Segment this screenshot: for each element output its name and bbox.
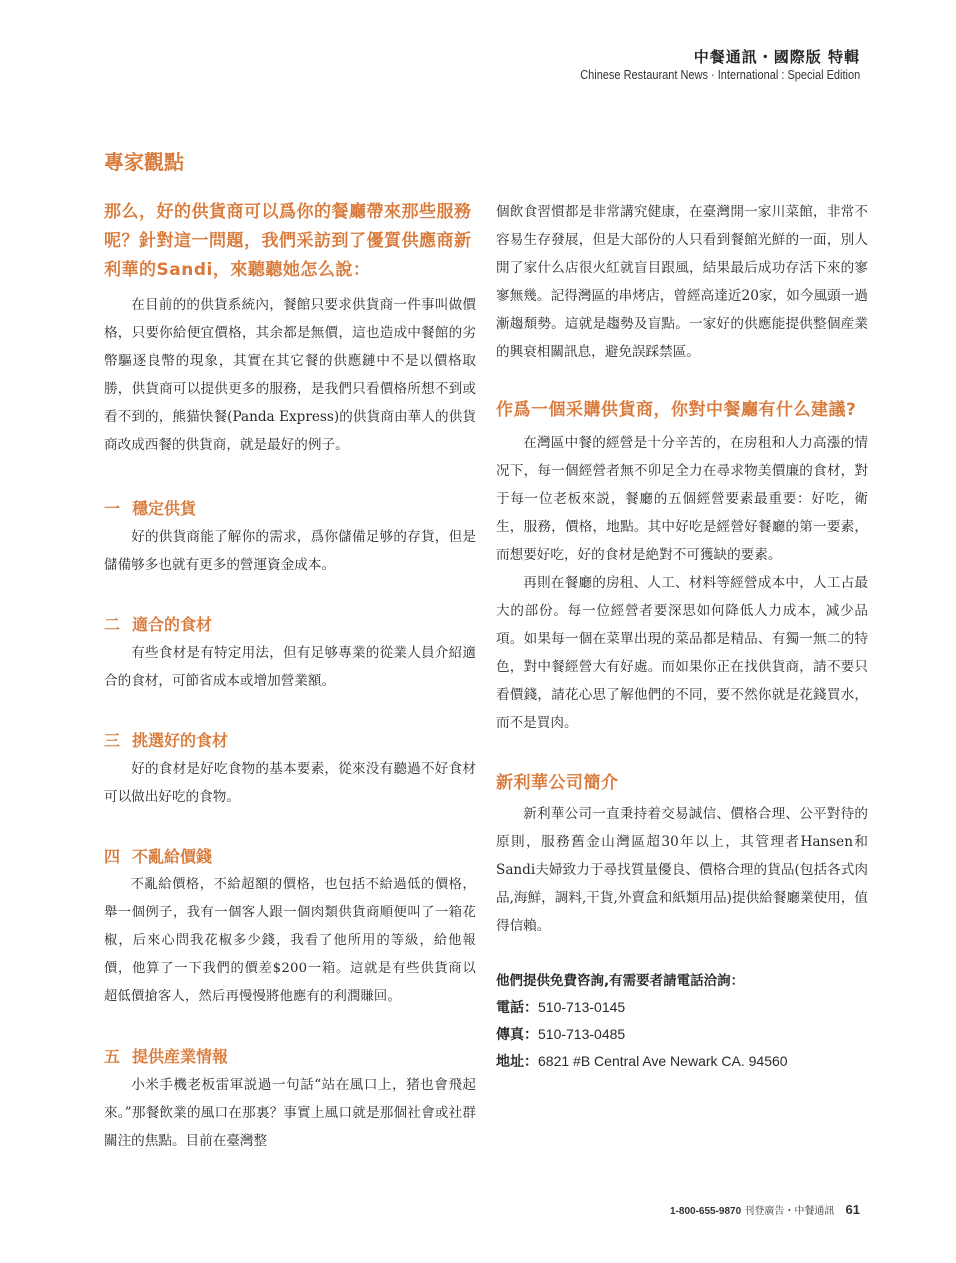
point-heading — [104, 843, 476, 871]
section-title: 專家觀點 — [104, 150, 184, 174]
point-body: 不亂給價格，不給超額的價格，也包括不給過低的價格，舉一個例子，我有一個客人跟一個肉類供貨商順便叫了一箱花椒，后來心問我花椒多少錢，我看了他所用的等級，給他報價，他算了一下我們的價差$200一箱。這就是有些供貨商以超低價搶客人，然后再慢慢將他應有的利潤賺回。 — [104, 877, 476, 1004]
point-heading — [104, 727, 476, 755]
point-title: 不亂給價錢 — [132, 847, 213, 866]
point-number: 五 — [104, 1047, 121, 1066]
point-title: 適合的食材 — [132, 615, 213, 634]
address-value: 6821 #B Central Ave Newark CA. 94560 — [538, 1053, 788, 1069]
page-footer — [670, 1202, 860, 1220]
address-label: 地址： — [496, 1054, 538, 1070]
point-title: 挑選好的食材 — [132, 731, 229, 750]
point-title: 穩定供貨 — [132, 499, 197, 518]
answer-paragraph-1: 在灣區中餐的經營是十分辛苦的，在房租和人力高漲的情况下，每一個經營者無不卯足全力在尋求物美價廉的食材，對于每一位老板來説，餐廳的五個經營要素最重要：好吃，衛生，服務，價格，地點。其中好吃是經營好餐廳的第一要素，而想要好吃，好的食材是絶對不可獲缺的要素。 — [496, 435, 868, 563]
left-column — [104, 198, 476, 1155]
masthead — [542, 47, 860, 83]
page-number: 61 — [845, 1202, 860, 1217]
point-heading — [104, 1043, 476, 1071]
company-heading: 新利華公司簡介 — [496, 773, 619, 793]
interview-question-2: 作爲一個采購供貨商，你對中餐廳有什么建議? — [496, 400, 857, 420]
point-number: 一 — [104, 499, 121, 518]
contact-address — [496, 1048, 868, 1075]
fax-label: 傳真： — [496, 1027, 538, 1043]
footer-phone: 1-800-655-9870 — [669, 1206, 742, 1217]
continued-paragraph: 個飲食習慣都是非常講究健康，在臺灣開一家川菜館，非常不容易生存發展，但是大部份的人只看到餐館光鮮的一面，別人開了家什么店很火紅就盲目跟風，結果最后成功存活下來的寥寥無幾。記得灣區的串烤店，曾經高達近20家，如今風頭一過漸趨頹勢。這就是趨勢及盲點。一家好的供應能提供整個産業的興衰相關訊息，避免誤踩禁區。 — [496, 204, 868, 360]
contact-intro: 他們提供免費咨詢,有需要者請電話洽詢： — [496, 973, 745, 989]
intro-paragraph: 在目前的的供貨系統內，餐館只要求供貨商一件事叫做價格，只要你給便宜價格，其余都是無價，這也造成中餐館的劣幣驅逐良幣的現象，其實在其它餐的供應鏈中不是以價格取勝，供貨商可以提供更多的服務，是我們只看價格所想不到或看不到的，熊猫快餐(Panda Express)的供貨商由華人的供貨商改成西餐的供貨商，就是最好的例子。 — [104, 297, 476, 453]
contact-fax — [496, 1021, 868, 1048]
point-heading — [104, 495, 476, 523]
point-body: 好的食材是好吃食物的基本要素，從來没有聽過不好食材可以做出好吃的食物。 — [104, 761, 476, 805]
point-body: 有些食材是有特定用法，但有足够專業的從業人員介紹適合的食材，可節省成本或增加營業額。 — [104, 645, 476, 689]
fax-value: 510-713-0485 — [538, 1026, 626, 1042]
company-paragraph: 新利華公司一直秉持着交易誠信、價格合理、公平對待的原則，服務舊金山灣區超30年以上，其管理者Hansen和Sandi夫婦致力于尋找質量優良、價格合理的貨品(包括各式肉品,海鮮，調料,干貨,外賣盒和紙類用品)提供給餐廳業使用，值得信賴。 — [496, 806, 868, 934]
point-number: 二 — [104, 615, 121, 634]
point-number: 四 — [104, 847, 121, 866]
masthead-title-en: Chinese Restaurant News · International : Special Edition — [579, 68, 860, 82]
point-heading — [104, 611, 476, 639]
footer-text: 刊登廣告・中餐通訊 — [744, 1206, 835, 1217]
point-title: 提供産業情報 — [132, 1047, 229, 1066]
answer-paragraph-2: 再則在餐廳的房租、人工、材料等經營成本中，人工占最大的部份。每一位經營者要深思如何降低人力成本，减少品項。如果每一個在菜單出現的菜品都是精品、有獨一無二的特色，對中餐經營大有好處。而如果你正在找供貨商，請不要只看價錢，請花心思了解他們的不同，要不然你就是花錢買水，而不是買肉。 — [496, 575, 868, 731]
phone-label: 電話： — [496, 1000, 538, 1016]
phone-value: 510-713-0145 — [538, 999, 626, 1015]
contact-phone — [496, 994, 868, 1021]
interview-question-1: 那么，好的供貨商可以爲你的餐廳帶來那些服務呢？針對這一問題，我們采訪到了優質供應商新利華的Sandi，來聽聽她怎么說： — [104, 202, 472, 280]
point-body: 小米手機老板雷軍説過一句話“站在風口上，猪也會飛起來。”那餐飲業的風口在那裏？事實上風口就是那個社會或社群關注的焦點。目前在臺灣整 — [104, 1077, 476, 1149]
right-column — [496, 198, 868, 1075]
masthead-title-cn: 中餐通訊・國際版 特輯 — [693, 48, 860, 66]
point-body: 好的供貨商能了解你的需求，爲你儲備足够的存貨，但是儲備够多也就有更多的營運資金成本。 — [104, 529, 476, 573]
point-number: 三 — [104, 731, 121, 750]
